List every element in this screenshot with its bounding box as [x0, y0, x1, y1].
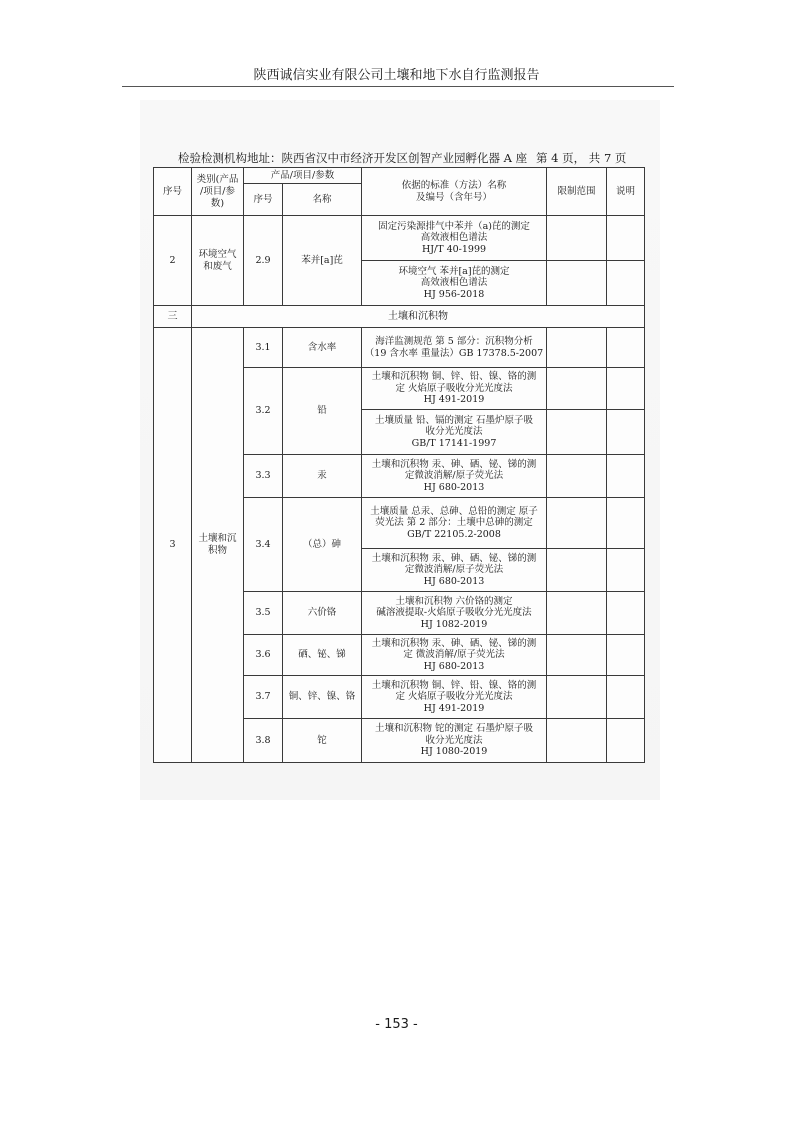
- note-cell: [607, 592, 645, 635]
- section-title: 土壤和沉积物: [192, 306, 645, 328]
- note-cell: [607, 498, 645, 549]
- item-standard: 固定污染源排气中苯并（a)芘的测定 高效液相色谱法 HJ/T 40-1999: [362, 216, 547, 261]
- note-cell: [607, 635, 645, 676]
- item-name: 六价铬: [283, 592, 362, 635]
- item-standard: 土壤和沉积物 铊的测定 石墨炉原子吸 收分光光度法 HJ 1080-2019: [362, 719, 547, 763]
- limit-cell: [547, 410, 607, 455]
- item-no: 3.8: [244, 719, 283, 763]
- item-name: （总）砷: [283, 498, 362, 592]
- page-number: - 153 -: [375, 1017, 418, 1032]
- item-name: 硒、铋、锑: [283, 635, 362, 676]
- item-standard: 土壤和沉积物 铜、锌、铅、镍、铬的测 定 火焰原子吸收分光光度法 HJ 491-2019: [362, 676, 547, 719]
- limit-cell: [547, 592, 607, 635]
- limit-cell: [547, 719, 607, 763]
- limit-cell: [547, 216, 607, 261]
- col-header-seq: 序号: [154, 168, 192, 216]
- capability-table: [153, 167, 645, 763]
- item-name: 苯并[a]芘: [283, 216, 362, 306]
- section-seq: 三: [154, 306, 192, 328]
- group-category: 土壤和沉 积物: [192, 328, 244, 763]
- section-row: [154, 306, 645, 328]
- item-standard: 土壤和沉积物 铜、锌、铅、镍、铬的测 定 火焰原子吸收分光光度法 HJ 491-2019: [362, 368, 547, 410]
- table-header-row: [154, 168, 645, 184]
- item-name: 汞: [283, 455, 362, 498]
- item-no: 3.7: [244, 676, 283, 719]
- item-standard: 环境空气 苯并[a]芘的测定 高效液相色谱法 HJ 956-2018: [362, 261, 547, 306]
- item-no: 3.6: [244, 635, 283, 676]
- col-header-sub-seq: 序号: [244, 184, 283, 216]
- limit-cell: [547, 368, 607, 410]
- limit-cell: [547, 261, 607, 306]
- col-header-name: 名称: [283, 184, 362, 216]
- item-standard: 土壤和沉积物 六价铬的测定 碱溶液提取-火焰原子吸收分光光度法 HJ 1082-2019: [362, 592, 547, 635]
- item-name: 铅: [283, 368, 362, 455]
- page-info: 第 4 页， 共 7 页: [536, 151, 627, 165]
- limit-cell: [547, 676, 607, 719]
- col-header-note: 说明: [607, 168, 645, 216]
- item-standard: 土壤和沉积物 汞、砷、硒、铋、锑的测 定微波消解/原子荧光法 HJ 680-2013: [362, 455, 547, 498]
- note-cell: [607, 216, 645, 261]
- note-cell: [607, 719, 645, 763]
- item-name: 含水率: [283, 328, 362, 368]
- note-cell: [607, 549, 645, 592]
- note-cell: [607, 328, 645, 368]
- table-row: [154, 216, 645, 261]
- item-standard: 土壤和沉积物 汞、砷、硒、铋、锑的测 定 微波消解/原子荧光法 HJ 680-2013: [362, 635, 547, 676]
- limit-cell: [547, 328, 607, 368]
- lab-address: 检验检测机构地址：陕西省汉中市经济开发区创智产业园孵化器 A 座: [178, 151, 528, 165]
- item-no: 3.2: [244, 368, 283, 455]
- limit-cell: [547, 455, 607, 498]
- item-no: 3.3: [244, 455, 283, 498]
- note-cell: [607, 368, 645, 410]
- group-seq: 2: [154, 216, 192, 306]
- note-cell: [607, 455, 645, 498]
- item-name: 铜、锌、镍、铬: [283, 676, 362, 719]
- item-standard: 土壤质量 铅、镉的测定 石墨炉原子吸 收分光光度法 GB/T 17141-1997: [362, 410, 547, 455]
- note-cell: [607, 676, 645, 719]
- item-no: 3.1: [244, 328, 283, 368]
- group-category: 环境空气 和废气: [192, 216, 244, 306]
- item-name: 铊: [283, 719, 362, 763]
- note-cell: [607, 410, 645, 455]
- col-header-limit: 限制范围: [547, 168, 607, 216]
- limit-cell: [547, 498, 607, 549]
- table-row: [154, 328, 645, 368]
- header-rule: [122, 86, 674, 87]
- note-cell: [607, 261, 645, 306]
- group-seq: 3: [154, 328, 192, 763]
- limit-cell: [547, 635, 607, 676]
- item-standard: 海洋监测规范 第 5 部分：沉积物分析 （19 含水率 重量法）GB 17378.5-2007: [362, 328, 547, 368]
- item-no: 3.4: [244, 498, 283, 592]
- col-header-category: 类别(产品 /项目/参 数): [192, 168, 244, 216]
- col-header-product-param: 产品/项目/参数: [244, 168, 362, 184]
- running-header: 陕西诚信实业有限公司土壤和地下水自行监测报告: [253, 68, 540, 83]
- item-standard: 土壤和沉积物 汞、砷、硒、铋、锑的测 定微波消解/原子荧光法 HJ 680-2013: [362, 549, 547, 592]
- item-standard: 土壤质量 总汞、总砷、总铅的测定 原子 荧光法 第 2 部分：土壤中总砷的测定 GB/T 22105.2-2008: [362, 498, 547, 549]
- col-header-standard: 依据的标准（方法）名称 及编号（含年号）: [362, 168, 547, 216]
- item-no: 3.5: [244, 592, 283, 635]
- item-no: 2.9: [244, 216, 283, 306]
- limit-cell: [547, 549, 607, 592]
